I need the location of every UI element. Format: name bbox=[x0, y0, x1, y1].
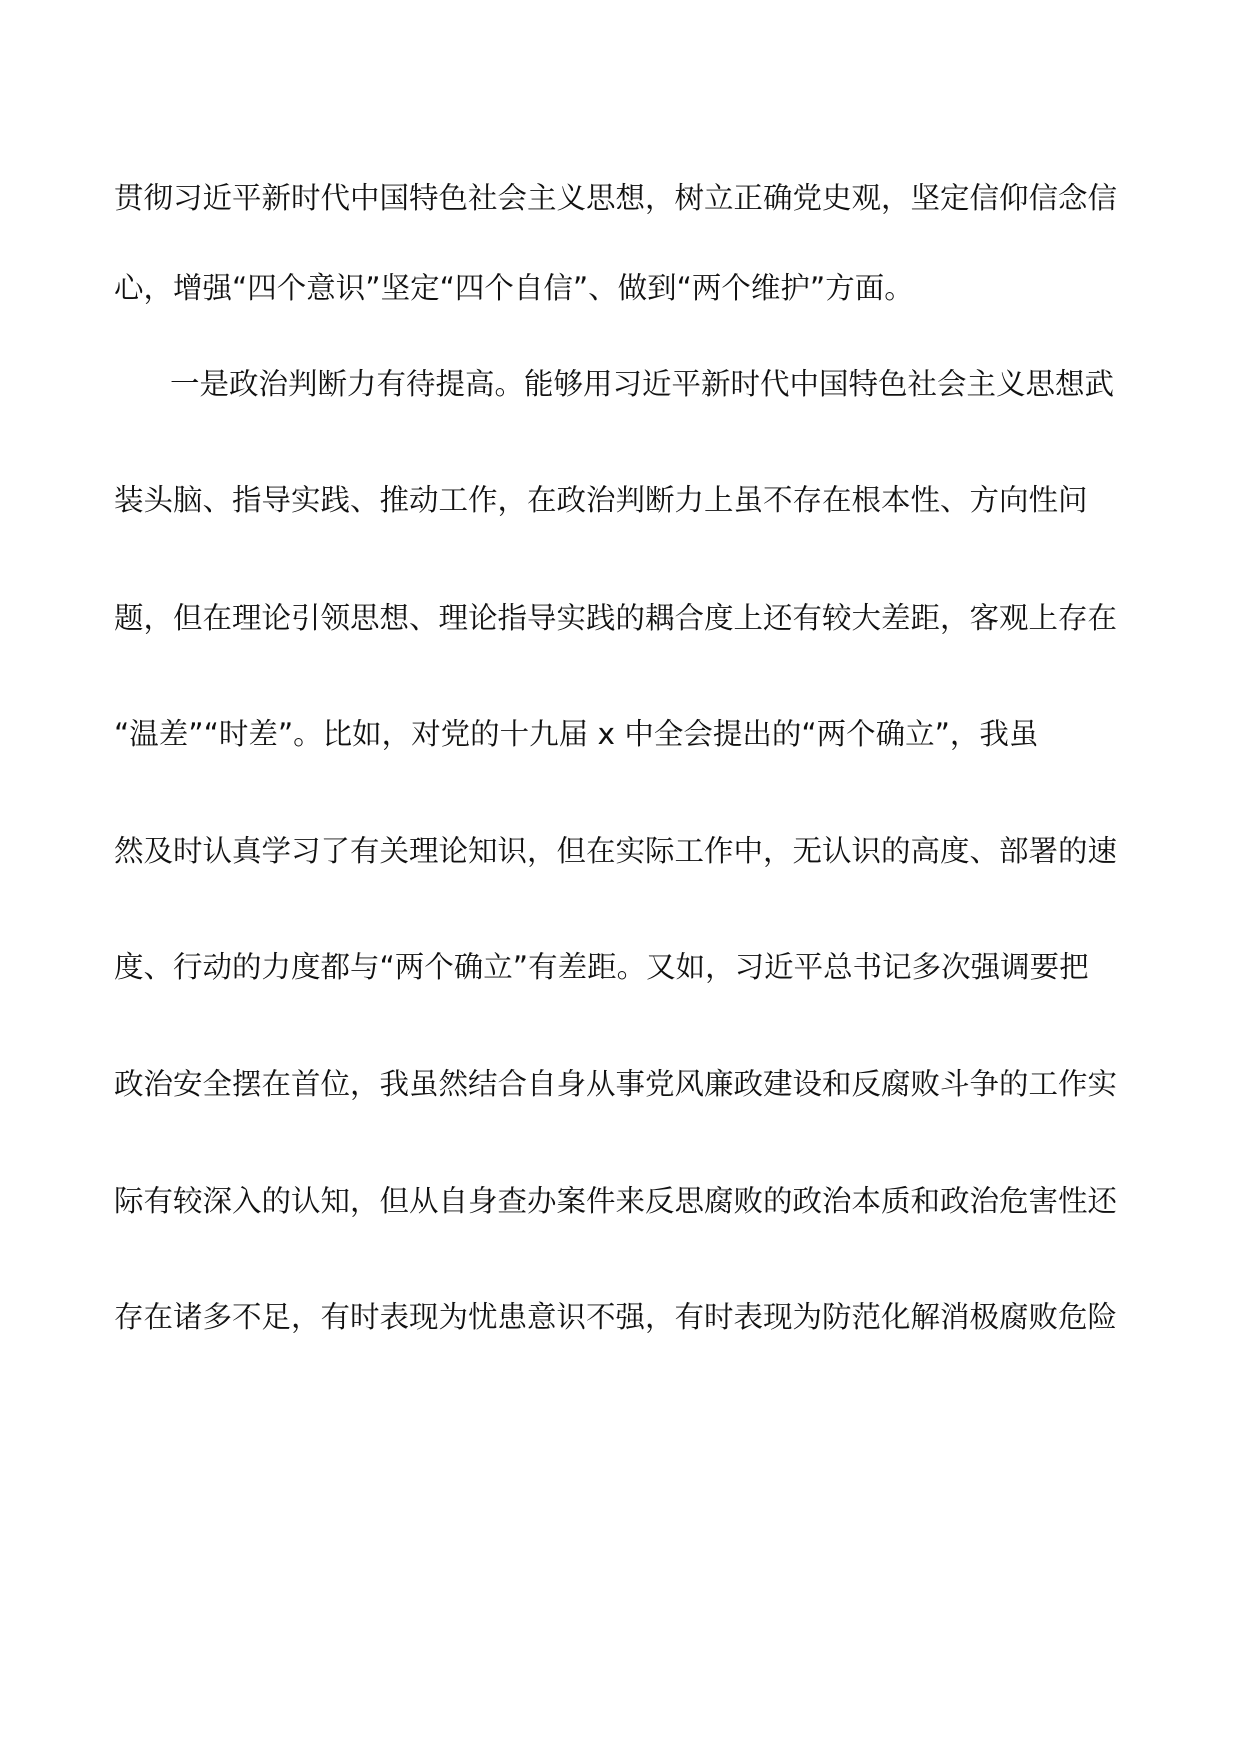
text-line: “温差”“时差”。比如，对党的十九届 x 中全会提出的“两个确立”，我虽 bbox=[114, 717, 1039, 751]
paragraph-first-line: 一是政治判断力有待提高。能够用习近平新时代中国特色社会主义思想武 bbox=[170, 367, 1115, 401]
text-line: 然及时认真学习了有关理论知识，但在实际工作中，无认识的高度、部署的速 bbox=[114, 834, 1118, 868]
text-line: 题，但在理论引领思想、理论指导实践的耦合度上还有较大差距，客观上存在 bbox=[114, 601, 1118, 635]
text-line: 心，增强“四个意识”坚定“四个自信”、做到“两个维护”方面。 bbox=[114, 271, 914, 305]
text-line: 政治安全摆在首位，我虽然结合自身从事党风廉政建设和反腐败斗争的工作实 bbox=[114, 1067, 1118, 1101]
text-line: 装头脑、指导实践、推动工作，在政治判断力上虽不存在根本性、方向性问 bbox=[114, 483, 1088, 517]
text-line: 贯彻习近平新时代中国特色社会主义思想，树立正确党史观，坚定信仰信念信 bbox=[114, 181, 1118, 215]
text-line: 存在诸多不足，有时表现为忧患意识不强，有时表现为防范化解消极腐败危险 bbox=[114, 1300, 1118, 1334]
text-line: 度、行动的力度都与“两个确立”有差距。又如，习近平总书记多次强调要把 bbox=[114, 950, 1089, 984]
text-line: 际有较深入的认知，但从自身查办案件来反思腐败的政治本质和政治危害性还 bbox=[114, 1184, 1118, 1218]
